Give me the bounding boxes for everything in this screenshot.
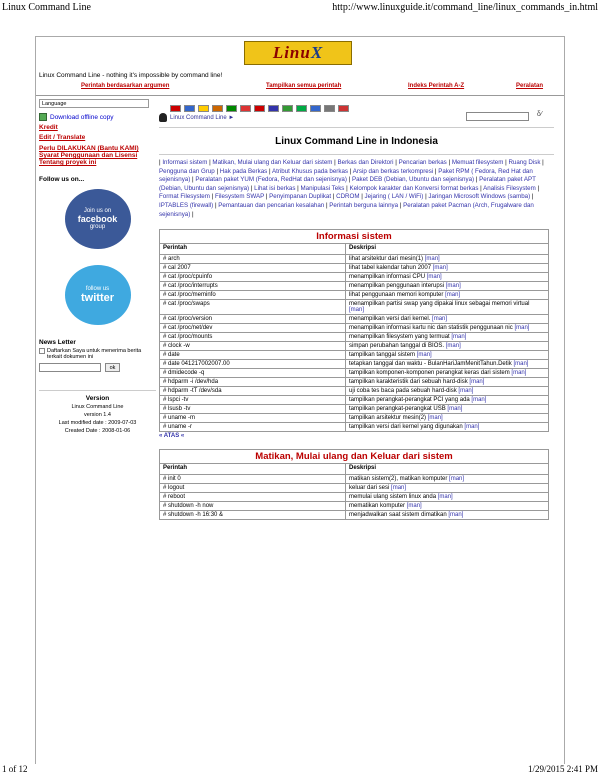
tagline: Linux Command Line - nothing it's impossible by command line! xyxy=(39,72,223,79)
nav-tools[interactable]: Peralatan xyxy=(516,83,544,89)
toc-separator: | xyxy=(503,159,509,166)
description-text: tampilkan perangkat-perangkat PCI yang ada xyxy=(349,397,470,404)
page-number: 1 of 12 xyxy=(2,764,28,774)
man-link[interactable]: [man] xyxy=(458,388,474,395)
command-cell: # date xyxy=(160,351,346,360)
command-cell: # date 041217002007.00 xyxy=(160,360,346,369)
command-cell: # shutdown -h 16:30 & xyxy=(160,511,346,520)
description-text: menampilkan partisi swap yang dipakai linux sebagai memori virtual xyxy=(349,301,530,308)
table-row xyxy=(160,405,549,414)
man-link[interactable]: [man] xyxy=(424,256,440,263)
divider xyxy=(36,95,565,96)
toc-link[interactable]: Kelompok karakter dan Konversi format berkas xyxy=(349,184,479,192)
linux-logo[interactable] xyxy=(244,41,352,65)
description-cell xyxy=(346,484,549,493)
flag-icon[interactable] xyxy=(254,105,265,112)
table-row xyxy=(160,300,549,315)
toc-separator: | xyxy=(398,201,404,209)
download-offline-link[interactable] xyxy=(39,113,156,121)
man-link[interactable]: [man] xyxy=(416,352,432,359)
man-link[interactable]: [man] xyxy=(451,334,467,341)
command-cell: # lspci -tv xyxy=(160,396,346,405)
flag-icon[interactable] xyxy=(198,105,209,112)
toc-link[interactable]: Atribut Khusus pada berkas xyxy=(271,167,348,175)
print-title: Linux Command Line xyxy=(2,2,91,13)
sidebar-link-terms[interactable]: Syarat Penggunaan dan Lisensi xyxy=(39,152,138,159)
newsletter-checkbox[interactable] xyxy=(39,348,45,354)
twitter-label: twitter xyxy=(81,292,114,304)
toc-separator: | xyxy=(446,159,452,166)
toc-link[interactable]: Jejaring ( LAN / WiFi) xyxy=(364,193,424,201)
command-cell: # uname -m xyxy=(160,414,346,423)
table-row xyxy=(160,342,549,351)
table-row xyxy=(160,378,549,387)
toc-link[interactable]: Arsip dan berkas terkompresi xyxy=(352,167,434,175)
man-link[interactable]: [man] xyxy=(513,361,529,368)
man-link[interactable]: [man] xyxy=(445,343,461,350)
table-row xyxy=(160,255,549,264)
description-text: tampilkan komponen-komponen perangkat keras dari sistem xyxy=(349,370,510,377)
description-text: tampilkan perangkat-perangkat USB xyxy=(349,406,446,413)
breadcrumb-link[interactable]: Linux Command Line ► xyxy=(170,114,235,121)
description-cell xyxy=(346,324,549,333)
command-cell: # uname -r xyxy=(160,423,346,432)
table-row xyxy=(160,387,549,396)
command-cell: # cat /proc/cpuinfo xyxy=(160,273,346,282)
description-cell xyxy=(346,255,549,264)
description-cell xyxy=(346,360,549,369)
description-cell xyxy=(346,291,549,300)
toc-link[interactable]: Format Filesystem xyxy=(159,193,210,201)
flag-icon[interactable] xyxy=(240,105,251,112)
description-cell xyxy=(346,264,549,273)
command-table xyxy=(159,229,549,432)
created-date: Created Date : 2008-01-06 xyxy=(64,428,131,434)
description-text: mematikan komputer xyxy=(349,503,406,510)
description-text: uji coba tes baca pada sebuah hard-disk xyxy=(349,388,457,395)
toc-separator: | xyxy=(295,184,301,192)
description-cell xyxy=(346,511,549,520)
toc-link[interactable]: Pengguna dan Grup xyxy=(159,167,215,175)
command-cell: # init 0 xyxy=(160,475,346,484)
toc-link[interactable]: Paket RPM ( Fedora, Red Hat dan sejenisnya) xyxy=(159,167,533,184)
toc-link[interactable]: Ruang Disk xyxy=(508,159,541,166)
toc-link[interactable]: Manipulasi Teks xyxy=(300,184,345,192)
command-cell: # cal 2007 xyxy=(160,264,346,273)
table-row xyxy=(160,369,549,378)
man-link[interactable]: [man] xyxy=(432,316,448,323)
twitter-top: follow us xyxy=(85,286,110,292)
nav-by-argument[interactable]: Perintah berdasarkan argumen xyxy=(81,83,170,89)
command-cell: # cat /proc/meminfo xyxy=(160,291,346,300)
description-text: lihat arsitektur dari mesin(1) xyxy=(349,256,424,263)
toc-separator: | xyxy=(159,159,163,166)
command-cell: # hdparm -tT /dev/sda xyxy=(160,387,346,396)
toc-separator: | xyxy=(207,159,213,166)
description-cell xyxy=(346,423,549,432)
main-content xyxy=(159,113,554,520)
toc-link[interactable]: CDROM xyxy=(336,193,360,201)
command-cell: # arch xyxy=(160,255,346,264)
toc-separator: | xyxy=(213,201,219,209)
man-link[interactable]: [man] xyxy=(514,325,530,332)
toc-link[interactable]: Jaringan Microsoft Windows (samba) xyxy=(428,193,531,201)
toc-separator: | xyxy=(347,167,353,175)
toc-link[interactable]: Pencarian berkas xyxy=(398,159,447,166)
command-cell: # lsusb -tv xyxy=(160,405,346,414)
description-cell xyxy=(346,502,549,511)
sidebar-link-edit-translate[interactable]: Edit / Translate xyxy=(39,134,86,141)
table-row xyxy=(160,282,549,291)
man-link[interactable]: [man] xyxy=(449,476,465,483)
download-label: Download offline copy xyxy=(50,113,114,121)
toc-link[interactable]: Filesystem SWAP xyxy=(214,193,265,201)
logo-x: X xyxy=(310,43,324,62)
description-cell xyxy=(346,315,549,324)
description-cell xyxy=(346,396,549,405)
command-cell: # clock -w xyxy=(160,342,346,351)
toc-separator: | xyxy=(214,167,220,175)
section-title: Matikan, Mulai ulang dan Keluar dari sistem xyxy=(160,450,549,464)
toc-link[interactable]: Paket DEB (Debian, Ubuntu dan sejenisnya) xyxy=(351,176,475,184)
toc-separator: | xyxy=(344,184,350,192)
description-text: menampilkan filesystem yang termuat xyxy=(349,334,450,341)
toc-link[interactable]: Memuat filesystem xyxy=(451,159,504,166)
table-row xyxy=(160,315,549,324)
facebook-sub: group xyxy=(89,224,106,230)
description-cell xyxy=(346,387,549,396)
version-number: version 1.4 xyxy=(84,412,111,418)
toc-separator: | xyxy=(535,184,540,192)
table-row xyxy=(160,414,549,423)
table-row xyxy=(160,351,549,360)
flag-icon[interactable] xyxy=(324,105,335,112)
description-cell xyxy=(346,378,549,387)
toc-separator: | xyxy=(249,184,255,192)
toc-link[interactable]: Penyimpanan Duplikat xyxy=(269,193,332,201)
version-title: Version xyxy=(85,395,110,402)
table-row xyxy=(160,475,549,484)
newsletter-email-input[interactable] xyxy=(39,363,101,372)
page-frame xyxy=(35,36,565,764)
man-link[interactable]: [man] xyxy=(437,494,453,501)
flag-icon[interactable] xyxy=(296,105,307,112)
table-row xyxy=(160,264,549,273)
man-link[interactable]: [man] xyxy=(511,370,527,377)
twitter-badge[interactable] xyxy=(65,265,131,325)
flag-icon[interactable] xyxy=(338,105,349,112)
table-row xyxy=(160,493,549,502)
toc-separator: | xyxy=(393,159,399,166)
sections xyxy=(159,229,554,520)
description-text: lihat tabel kalendar tahun 2007 xyxy=(349,265,432,272)
description-cell xyxy=(346,475,549,484)
toc-separator: | xyxy=(359,193,365,201)
description-text: tampilkan versi dari kernel yang digunakan xyxy=(349,424,463,431)
toc-separator: | xyxy=(209,193,215,201)
flag-icon[interactable] xyxy=(310,105,321,112)
description-cell xyxy=(346,273,549,282)
newsletter-ok-button[interactable]: ok xyxy=(105,363,120,372)
man-link[interactable]: [man] xyxy=(464,424,480,431)
command-cell: # cat /proc/version xyxy=(160,315,346,324)
command-table xyxy=(159,449,549,520)
facebook-label: facebook xyxy=(77,214,118,224)
flag-icon[interactable] xyxy=(184,105,195,112)
command-cell: # logout xyxy=(160,484,346,493)
table-row xyxy=(160,423,549,432)
description-cell xyxy=(346,405,549,414)
man-link[interactable]: [man] xyxy=(445,283,461,290)
description-cell xyxy=(346,342,549,351)
command-cell: # cat /proc/net/dev xyxy=(160,324,346,333)
table-row xyxy=(160,511,549,520)
description-text: memulai ulang sistem linux anda xyxy=(349,494,437,501)
description-text: keluar dari sesi xyxy=(349,485,390,492)
man-link[interactable]: [man] xyxy=(447,406,463,413)
toc-link[interactable]: Pemantauan dan pencarian kesalahan xyxy=(218,201,325,209)
toc-separator: | xyxy=(474,176,480,184)
table-row xyxy=(160,291,549,300)
description-text: tetapkan tanggal dan waktu - BulanHariJamMenitTahun.Detik xyxy=(349,361,512,368)
table-row xyxy=(160,502,549,511)
toc-link[interactable]: Peralatan paket YUM (Fedora, RedHat dan sejenisnya) xyxy=(195,176,347,184)
flag-icon[interactable] xyxy=(268,105,279,112)
facebook-top: Join us on xyxy=(83,208,112,214)
toc-separator: | xyxy=(190,176,196,184)
description-cell xyxy=(346,333,549,342)
divider xyxy=(159,127,554,128)
search-icon[interactable]: δ⁄ xyxy=(536,111,542,118)
toc-separator: | xyxy=(433,167,439,175)
command-cell: # shutdown -h now xyxy=(160,502,346,511)
print-datetime: 1/29/2015 2:41 PM xyxy=(527,764,598,774)
toc-link[interactable]: Perintah berguna lainnya xyxy=(329,201,399,209)
back-to-top-link[interactable]: « ATAS « xyxy=(159,433,185,440)
sidebar xyxy=(39,113,156,435)
nav-show-all[interactable]: Tampilkan semua perintah xyxy=(266,83,342,89)
column-header-command: Perintah xyxy=(160,464,346,475)
toc-separator: | xyxy=(190,210,194,218)
toc-link[interactable]: Berkas dan Direktori xyxy=(337,159,394,166)
flag-icon[interactable] xyxy=(212,105,223,112)
toc-separator: | xyxy=(478,184,484,192)
description-cell xyxy=(346,282,549,291)
column-header-description: Deskripsi xyxy=(346,464,549,475)
nav-index-az[interactable]: Indeks Perintah A-Z xyxy=(408,83,465,89)
description-text: menampilkan penggunaan interupsi xyxy=(349,283,445,290)
description-text: simpan perubahan tanggal di BIOS. xyxy=(349,343,445,350)
toc-link[interactable]: Lihat isi berkas xyxy=(254,184,296,192)
column-header-description: Deskripsi xyxy=(346,244,549,255)
sidebar-link-about[interactable]: Tentang proyek ini xyxy=(39,159,97,166)
table-of-contents xyxy=(159,159,554,219)
description-text: menjadwalkan saat sistem dimatikan xyxy=(349,512,447,519)
man-link[interactable]: [man] xyxy=(391,485,407,492)
flag-bar xyxy=(170,99,352,107)
newsletter-text: Daftarkan Saya untuk menerima berita terkait dokumen ini xyxy=(47,348,142,360)
toc-separator: | xyxy=(530,193,534,201)
toc-separator: | xyxy=(267,167,272,175)
description-text: tampilkan arsitektur mesin(2) xyxy=(349,415,427,422)
follow-heading: Follow us on... xyxy=(39,176,85,183)
flag-icon[interactable] xyxy=(282,105,293,112)
man-link[interactable]: [man] xyxy=(448,512,464,519)
top-nav xyxy=(36,83,565,93)
logo-text: Linu xyxy=(272,43,311,62)
description-cell xyxy=(346,414,549,423)
command-cell: # cat /proc/interrupts xyxy=(160,282,346,291)
command-cell: # cat /proc/mounts xyxy=(160,333,346,342)
print-url: http://www.linuxguide.it/command_line/linux_commands_in.html xyxy=(332,2,598,13)
column-header-command: Perintah xyxy=(160,244,346,255)
command-cell: # cat /proc/swaps xyxy=(160,300,346,315)
search-input[interactable] xyxy=(466,112,529,121)
man-link[interactable]: [man] xyxy=(426,274,442,281)
version-name: Linux Command Line xyxy=(71,404,124,410)
toc-link[interactable]: Analisis Filesystem xyxy=(483,184,536,192)
toc-link[interactable]: Matikan, Mulai ulang dan Keluar dari sistem xyxy=(212,159,333,166)
sidebar-link-todo[interactable]: Perlu DILAKUKAN (Bantu KAMI) xyxy=(39,145,139,152)
description-text: tampilkan karakteristik dari sebuah hard-disk xyxy=(349,379,468,386)
flag-icon[interactable] xyxy=(170,105,181,112)
toc-link[interactable]: Hak pada Berkas xyxy=(219,167,268,175)
toc-link[interactable]: IPTABLES (firewall) xyxy=(159,201,214,209)
facebook-badge[interactable] xyxy=(65,189,131,249)
tux-icon xyxy=(159,113,167,122)
description-text: menampilkan versi dari kernel. xyxy=(349,316,431,323)
download-icon xyxy=(39,113,47,121)
table-row xyxy=(160,273,549,282)
description-text: menampilkan informasi CPU xyxy=(349,274,426,281)
last-modified: Last modified date : 2009-07-03 xyxy=(58,420,137,426)
language-select[interactable]: Language xyxy=(39,99,149,108)
description-text: menampilkan informasi kartu nic dan statistik penggunaan nic xyxy=(349,325,513,332)
toc-separator: | xyxy=(423,193,429,201)
man-link[interactable]: [man] xyxy=(406,503,422,510)
toc-separator: | xyxy=(331,193,337,201)
toc-separator: | xyxy=(264,193,270,201)
toc-separator: | xyxy=(540,159,544,166)
newsletter-title: News Letter xyxy=(39,339,76,346)
command-cell: # hdparm -i /dev/hda xyxy=(160,378,346,387)
sidebar-link-credit[interactable]: Kredit xyxy=(39,124,58,131)
command-cell: # dmidecode -q xyxy=(160,369,346,378)
description-text: lihat penggunaan memori komputer xyxy=(349,292,444,299)
newsletter xyxy=(39,339,156,372)
divider xyxy=(159,154,554,155)
table-row xyxy=(160,333,549,342)
description-cell xyxy=(346,351,549,360)
man-link[interactable]: [man] xyxy=(432,265,448,272)
toc-separator: | xyxy=(324,201,330,209)
flag-icon[interactable] xyxy=(226,105,237,112)
toc-separator: | xyxy=(346,176,352,184)
man-link[interactable]: [man] xyxy=(469,379,485,386)
table-row xyxy=(160,484,549,493)
man-link[interactable]: [man] xyxy=(349,307,365,314)
toc-separator: | xyxy=(332,159,338,166)
man-link[interactable]: [man] xyxy=(427,415,443,422)
description-text: tampilkan tanggal sistem xyxy=(349,352,416,359)
command-cell: # reboot xyxy=(160,493,346,502)
description-cell xyxy=(346,493,549,502)
table-row xyxy=(160,360,549,369)
table-row xyxy=(160,396,549,405)
toc-link[interactable]: Peralatan paket Pacman (Arch, Frugalware dan sejenisnya) xyxy=(159,201,534,218)
toc-link[interactable]: Peralatan paket APT (Debian, Ubuntu dan sejenisnya) xyxy=(159,176,536,192)
man-link[interactable]: [man] xyxy=(445,292,461,299)
table-row xyxy=(160,324,549,333)
man-link[interactable]: [man] xyxy=(471,397,487,404)
description-cell xyxy=(346,300,549,315)
section-title: Informasi sistem xyxy=(160,230,549,244)
description-text: matikan sistem(2), matikan komputer xyxy=(349,476,448,483)
version-box xyxy=(39,390,156,435)
description-cell xyxy=(346,369,549,378)
toc-link[interactable]: Informasi sistem xyxy=(162,159,208,166)
page-title: Linux Command Line in Indonesia xyxy=(275,136,438,147)
